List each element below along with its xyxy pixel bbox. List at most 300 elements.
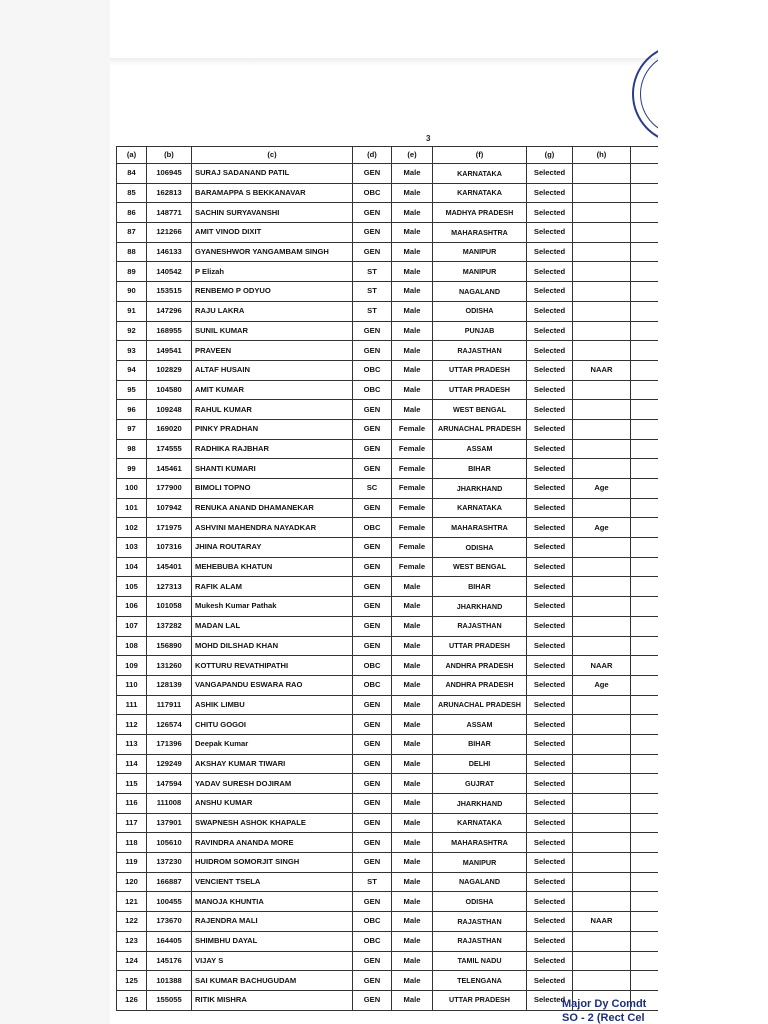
gender-cell: Female: [392, 459, 433, 479]
status-cell: Selected: [527, 715, 573, 735]
gender-cell: Male: [392, 971, 433, 991]
table-row: [117, 203, 659, 223]
status-cell: Selected: [527, 695, 573, 715]
remarks-cell: [573, 242, 631, 262]
state-cell: NAGALAND: [433, 282, 527, 302]
candidate-name-cell: MOHD DILSHAD KHAN: [192, 636, 353, 656]
column-header: (f): [433, 147, 527, 164]
state-cell: MANIPUR: [433, 853, 527, 873]
gender-cell: Male: [392, 242, 433, 262]
table-row: [117, 419, 659, 439]
blank-cell: [631, 459, 659, 479]
state-cell: KARNATAKA: [433, 498, 527, 518]
table-row: [117, 360, 659, 380]
category-cell: OBC: [353, 360, 392, 380]
state-cell: ODISHA: [433, 892, 527, 912]
table-row: [117, 479, 659, 499]
table-row: [117, 242, 659, 262]
roll-number-cell: 117911: [147, 695, 192, 715]
gender-cell: Male: [392, 400, 433, 420]
state-cell: JHARKHAND: [433, 479, 527, 499]
serial-number-cell: 93: [117, 341, 147, 361]
candidate-name-cell: VENCIENT TSELA: [192, 872, 353, 892]
candidate-name-cell: KOTTURU REVATHIPATHI: [192, 656, 353, 676]
status-cell: Selected: [527, 833, 573, 853]
state-cell: ASSAM: [433, 715, 527, 735]
state-cell: WEST BENGAL: [433, 400, 527, 420]
status-cell: Selected: [527, 656, 573, 676]
gender-cell: Male: [392, 262, 433, 282]
roll-number-cell: 137230: [147, 853, 192, 873]
table-row: [117, 754, 659, 774]
roll-number-cell: 105610: [147, 833, 192, 853]
category-cell: GEN: [353, 892, 392, 912]
scan-right-margin: [658, 0, 768, 1024]
status-cell: Selected: [527, 439, 573, 459]
blank-cell: [631, 734, 659, 754]
remarks-cell: [573, 597, 631, 617]
candidate-name-cell: AKSHAY KUMAR TIWARI: [192, 754, 353, 774]
category-cell: GEN: [353, 636, 392, 656]
serial-number-cell: 106: [117, 597, 147, 617]
state-cell: GUJRAT: [433, 774, 527, 794]
table-row: [117, 656, 659, 676]
table-row: [117, 636, 659, 656]
category-cell: GEN: [353, 341, 392, 361]
candidate-name-cell: ASHVINI MAHENDRA NAYADKAR: [192, 518, 353, 538]
table-row: [117, 675, 659, 695]
gender-cell: Male: [392, 853, 433, 873]
table-row: [117, 262, 659, 282]
remarks-cell: [573, 577, 631, 597]
roll-number-cell: 146133: [147, 242, 192, 262]
candidate-name-cell: RENBEMO P ODYUO: [192, 282, 353, 302]
remarks-cell: [573, 282, 631, 302]
table-row: [117, 971, 659, 991]
table-row: [117, 301, 659, 321]
serial-number-cell: 90: [117, 282, 147, 302]
status-cell: Selected: [527, 242, 573, 262]
blank-cell: [631, 636, 659, 656]
category-cell: GEN: [353, 164, 392, 184]
status-cell: Selected: [527, 360, 573, 380]
remarks-cell: [573, 734, 631, 754]
blank-cell: [631, 794, 659, 814]
remarks-cell: [573, 813, 631, 833]
signature-designation: Major Dy Comdt: [562, 998, 647, 1010]
roll-number-cell: 107942: [147, 498, 192, 518]
gender-cell: Female: [392, 439, 433, 459]
state-cell: UTTAR PRADESH: [433, 380, 527, 400]
category-cell: GEN: [353, 754, 392, 774]
status-cell: Selected: [527, 912, 573, 932]
serial-number-cell: 94: [117, 360, 147, 380]
candidate-name-cell: CHITU GOGOI: [192, 715, 353, 735]
candidate-name-cell: RADHIKA RAJBHAR: [192, 439, 353, 459]
table-row: [117, 459, 659, 479]
gender-cell: Male: [392, 754, 433, 774]
status-cell: Selected: [527, 872, 573, 892]
category-cell: OBC: [353, 912, 392, 932]
category-cell: GEN: [353, 715, 392, 735]
remarks-cell: [573, 223, 631, 243]
state-cell: BIHAR: [433, 577, 527, 597]
candidate-name-cell: RAHUL KUMAR: [192, 400, 353, 420]
roll-number-cell: 177900: [147, 479, 192, 499]
state-cell: TAMIL NADU: [433, 951, 527, 971]
blank-cell: [631, 498, 659, 518]
category-cell: GEN: [353, 242, 392, 262]
remarks-cell: NAAR: [573, 656, 631, 676]
remarks-cell: NAAR: [573, 360, 631, 380]
blank-cell: [631, 321, 659, 341]
status-cell: Selected: [527, 203, 573, 223]
category-cell: ST: [353, 262, 392, 282]
state-cell: ODISHA: [433, 301, 527, 321]
blank-cell: [631, 262, 659, 282]
table-row: [117, 912, 659, 932]
state-cell: ARUNACHAL PRADESH: [433, 695, 527, 715]
state-cell: ARUNACHAL PRADESH: [433, 419, 527, 439]
status-cell: Selected: [527, 419, 573, 439]
state-cell: ASSAM: [433, 439, 527, 459]
gender-cell: Male: [392, 636, 433, 656]
candidate-name-cell: VANGAPANDU ESWARA RAO: [192, 675, 353, 695]
candidate-name-cell: ALTAF HUSAIN: [192, 360, 353, 380]
roll-number-cell: 155055: [147, 990, 192, 1010]
serial-number-cell: 103: [117, 538, 147, 558]
state-cell: TELENGANA: [433, 971, 527, 991]
table-row: [117, 518, 659, 538]
candidate-name-cell: RAFIK ALAM: [192, 577, 353, 597]
candidate-name-cell: MADAN LAL: [192, 616, 353, 636]
serial-number-cell: 119: [117, 853, 147, 873]
remarks-cell: [573, 380, 631, 400]
status-cell: Selected: [527, 498, 573, 518]
category-cell: GEN: [353, 990, 392, 1010]
column-header: (d): [353, 147, 392, 164]
roll-number-cell: 137901: [147, 813, 192, 833]
roll-number-cell: 121266: [147, 223, 192, 243]
remarks-cell: [573, 400, 631, 420]
roll-number-cell: 109248: [147, 400, 192, 420]
remarks-cell: [573, 164, 631, 184]
gender-cell: Female: [392, 419, 433, 439]
blank-cell: [631, 538, 659, 558]
blank-cell: [631, 183, 659, 203]
roll-number-cell: 107316: [147, 538, 192, 558]
column-header-blank: [631, 147, 659, 164]
blank-cell: [631, 912, 659, 932]
serial-number-cell: 104: [117, 557, 147, 577]
state-cell: MAHARASHTRA: [433, 223, 527, 243]
blank-cell: [631, 479, 659, 499]
status-cell: Selected: [527, 262, 573, 282]
blank-cell: [631, 400, 659, 420]
table-row: [117, 794, 659, 814]
gender-cell: Male: [392, 931, 433, 951]
column-header: (g): [527, 147, 573, 164]
blank-cell: [631, 715, 659, 735]
roll-number-cell: 145461: [147, 459, 192, 479]
status-cell: Selected: [527, 990, 573, 1010]
serial-number-cell: 101: [117, 498, 147, 518]
roll-number-cell: 153515: [147, 282, 192, 302]
state-cell: MANIPUR: [433, 242, 527, 262]
gender-cell: Male: [392, 695, 433, 715]
gender-cell: Male: [392, 656, 433, 676]
candidate-name-cell: RAJU LAKRA: [192, 301, 353, 321]
table-row: [117, 380, 659, 400]
blank-cell: [631, 931, 659, 951]
state-cell: MANIPUR: [433, 262, 527, 282]
serial-number-cell: 100: [117, 479, 147, 499]
status-cell: Selected: [527, 538, 573, 558]
remarks-cell: [573, 183, 631, 203]
status-cell: Selected: [527, 794, 573, 814]
status-cell: Selected: [527, 892, 573, 912]
signature-office: SO - 2 (Rect Cel: [562, 1012, 645, 1024]
state-cell: MAHARASHTRA: [433, 518, 527, 538]
roll-number-cell: 173670: [147, 912, 192, 932]
roll-number-cell: 100455: [147, 892, 192, 912]
category-cell: ST: [353, 301, 392, 321]
state-cell: ANDHRA PRADESH: [433, 656, 527, 676]
state-cell: UTTAR PRADESH: [433, 360, 527, 380]
roll-number-cell: 106945: [147, 164, 192, 184]
serial-number-cell: 95: [117, 380, 147, 400]
candidate-name-cell: BARAMAPPA S BEKKANAVAR: [192, 183, 353, 203]
serial-number-cell: 89: [117, 262, 147, 282]
state-cell: UTTAR PRADESH: [433, 636, 527, 656]
blank-cell: [631, 557, 659, 577]
serial-number-cell: 88: [117, 242, 147, 262]
state-cell: RAJASTHAN: [433, 912, 527, 932]
blank-cell: [631, 872, 659, 892]
selection-list-table: [116, 146, 658, 1011]
column-header: (e): [392, 147, 433, 164]
candidate-name-cell: ANSHU KUMAR: [192, 794, 353, 814]
remarks-cell: Age: [573, 675, 631, 695]
table-row: [117, 164, 659, 184]
candidate-name-cell: AMIT KUMAR: [192, 380, 353, 400]
table-row: [117, 695, 659, 715]
roll-number-cell: 128139: [147, 675, 192, 695]
blank-cell: [631, 518, 659, 538]
serial-number-cell: 102: [117, 518, 147, 538]
roll-number-cell: 126574: [147, 715, 192, 735]
remarks-cell: [573, 754, 631, 774]
table-row: [117, 853, 659, 873]
blank-cell: [631, 203, 659, 223]
gender-cell: Male: [392, 360, 433, 380]
remarks-cell: [573, 301, 631, 321]
status-cell: Selected: [527, 971, 573, 991]
remarks-cell: [573, 636, 631, 656]
status-cell: Selected: [527, 459, 573, 479]
state-cell: WEST BENGAL: [433, 557, 527, 577]
blank-cell: [631, 813, 659, 833]
page-number: 3: [426, 134, 431, 143]
serial-number-cell: 124: [117, 951, 147, 971]
category-cell: GEN: [353, 439, 392, 459]
category-cell: GEN: [353, 498, 392, 518]
gender-cell: Male: [392, 872, 433, 892]
serial-number-cell: 125: [117, 971, 147, 991]
serial-number-cell: 120: [117, 872, 147, 892]
serial-number-cell: 112: [117, 715, 147, 735]
candidate-name-cell: SWAPNESH ASHOK KHAPALE: [192, 813, 353, 833]
gender-cell: Male: [392, 203, 433, 223]
serial-number-cell: 85: [117, 183, 147, 203]
state-cell: RAJASTHAN: [433, 341, 527, 361]
candidate-name-cell: RAVINDRA ANANDA MORE: [192, 833, 353, 853]
category-cell: GEN: [353, 203, 392, 223]
state-cell: UTTAR PRADESH: [433, 990, 527, 1010]
category-cell: GEN: [353, 971, 392, 991]
blank-cell: [631, 360, 659, 380]
serial-number-cell: 105: [117, 577, 147, 597]
candidate-name-cell: SUNIL KUMAR: [192, 321, 353, 341]
blank-cell: [631, 616, 659, 636]
table-row: [117, 538, 659, 558]
candidate-name-cell: SACHIN SURYAVANSHI: [192, 203, 353, 223]
remarks-cell: [573, 931, 631, 951]
gender-cell: Male: [392, 774, 433, 794]
status-cell: Selected: [527, 931, 573, 951]
table-row: [117, 439, 659, 459]
serial-number-cell: 99: [117, 459, 147, 479]
remarks-cell: Age: [573, 518, 631, 538]
roll-number-cell: 101058: [147, 597, 192, 617]
status-cell: Selected: [527, 557, 573, 577]
state-cell: MADHYA PRADESH: [433, 203, 527, 223]
roll-number-cell: 127313: [147, 577, 192, 597]
status-cell: Selected: [527, 675, 573, 695]
remarks-cell: [573, 833, 631, 853]
status-cell: Selected: [527, 951, 573, 971]
table-row: [117, 616, 659, 636]
category-cell: GEN: [353, 538, 392, 558]
scan-left-margin: [0, 0, 110, 1024]
candidate-name-cell: RITIK MISHRA: [192, 990, 353, 1010]
state-cell: JHARKHAND: [433, 597, 527, 617]
gender-cell: Male: [392, 813, 433, 833]
candidate-name-cell: P Elizah: [192, 262, 353, 282]
category-cell: OBC: [353, 675, 392, 695]
serial-number-cell: 98: [117, 439, 147, 459]
column-header: (h): [573, 147, 631, 164]
candidate-name-cell: PINKY PRADHAN: [192, 419, 353, 439]
gender-cell: Male: [392, 892, 433, 912]
status-cell: Selected: [527, 636, 573, 656]
roll-number-cell: 171975: [147, 518, 192, 538]
serial-number-cell: 84: [117, 164, 147, 184]
roll-number-cell: 102829: [147, 360, 192, 380]
serial-number-cell: 92: [117, 321, 147, 341]
blank-cell: [631, 341, 659, 361]
candidate-name-cell: PRAVEEN: [192, 341, 353, 361]
table-row: [117, 400, 659, 420]
table-row: [117, 931, 659, 951]
table-row: [117, 282, 659, 302]
serial-number-cell: 109: [117, 656, 147, 676]
table-row: [117, 341, 659, 361]
roll-number-cell: 137282: [147, 616, 192, 636]
roll-number-cell: 149541: [147, 341, 192, 361]
state-cell: BIHAR: [433, 459, 527, 479]
candidate-name-cell: YADAV SURESH DOJIRAM: [192, 774, 353, 794]
remarks-cell: [573, 557, 631, 577]
table-row: [117, 774, 659, 794]
status-cell: Selected: [527, 813, 573, 833]
category-cell: GEN: [353, 321, 392, 341]
gender-cell: Female: [392, 538, 433, 558]
blank-cell: [631, 971, 659, 991]
serial-number-cell: 113: [117, 734, 147, 754]
blank-cell: [631, 774, 659, 794]
serial-number-cell: 91: [117, 301, 147, 321]
gender-cell: Male: [392, 833, 433, 853]
category-cell: GEN: [353, 557, 392, 577]
serial-number-cell: 87: [117, 223, 147, 243]
roll-number-cell: 147594: [147, 774, 192, 794]
remarks-cell: [573, 498, 631, 518]
table-row: [117, 951, 659, 971]
state-cell: ODISHA: [433, 538, 527, 558]
gender-cell: Male: [392, 597, 433, 617]
roll-number-cell: 129249: [147, 754, 192, 774]
table-row: [117, 577, 659, 597]
blank-cell: [631, 301, 659, 321]
remarks-cell: [573, 459, 631, 479]
status-cell: Selected: [527, 380, 573, 400]
state-cell: ANDHRA PRADESH: [433, 675, 527, 695]
gender-cell: Male: [392, 223, 433, 243]
remarks-cell: [573, 262, 631, 282]
table-row: [117, 557, 659, 577]
serial-number-cell: 117: [117, 813, 147, 833]
state-cell: DELHI: [433, 754, 527, 774]
status-cell: Selected: [527, 774, 573, 794]
gender-cell: Male: [392, 616, 433, 636]
blank-cell: [631, 577, 659, 597]
state-cell: MAHARASHTRA: [433, 833, 527, 853]
candidate-name-cell: GYANESHWOR YANGAMBAM SINGH: [192, 242, 353, 262]
candidate-name-cell: BIMOLI TOPNO: [192, 479, 353, 499]
gender-cell: Male: [392, 164, 433, 184]
remarks-cell: [573, 321, 631, 341]
serial-number-cell: 110: [117, 675, 147, 695]
roll-number-cell: 140542: [147, 262, 192, 282]
status-cell: Selected: [527, 479, 573, 499]
status-cell: Selected: [527, 164, 573, 184]
blank-cell: [631, 833, 659, 853]
candidate-name-cell: ASHIK LIMBU: [192, 695, 353, 715]
gender-cell: Female: [392, 479, 433, 499]
serial-number-cell: 116: [117, 794, 147, 814]
serial-number-cell: 121: [117, 892, 147, 912]
gender-cell: Male: [392, 380, 433, 400]
remarks-cell: [573, 872, 631, 892]
candidate-name-cell: JHINA ROUTARAY: [192, 538, 353, 558]
blank-cell: [631, 695, 659, 715]
candidate-name-cell: MANOJA KHUNTIA: [192, 892, 353, 912]
serial-number-cell: 118: [117, 833, 147, 853]
status-cell: Selected: [527, 400, 573, 420]
serial-number-cell: 96: [117, 400, 147, 420]
serial-number-cell: 122: [117, 912, 147, 932]
